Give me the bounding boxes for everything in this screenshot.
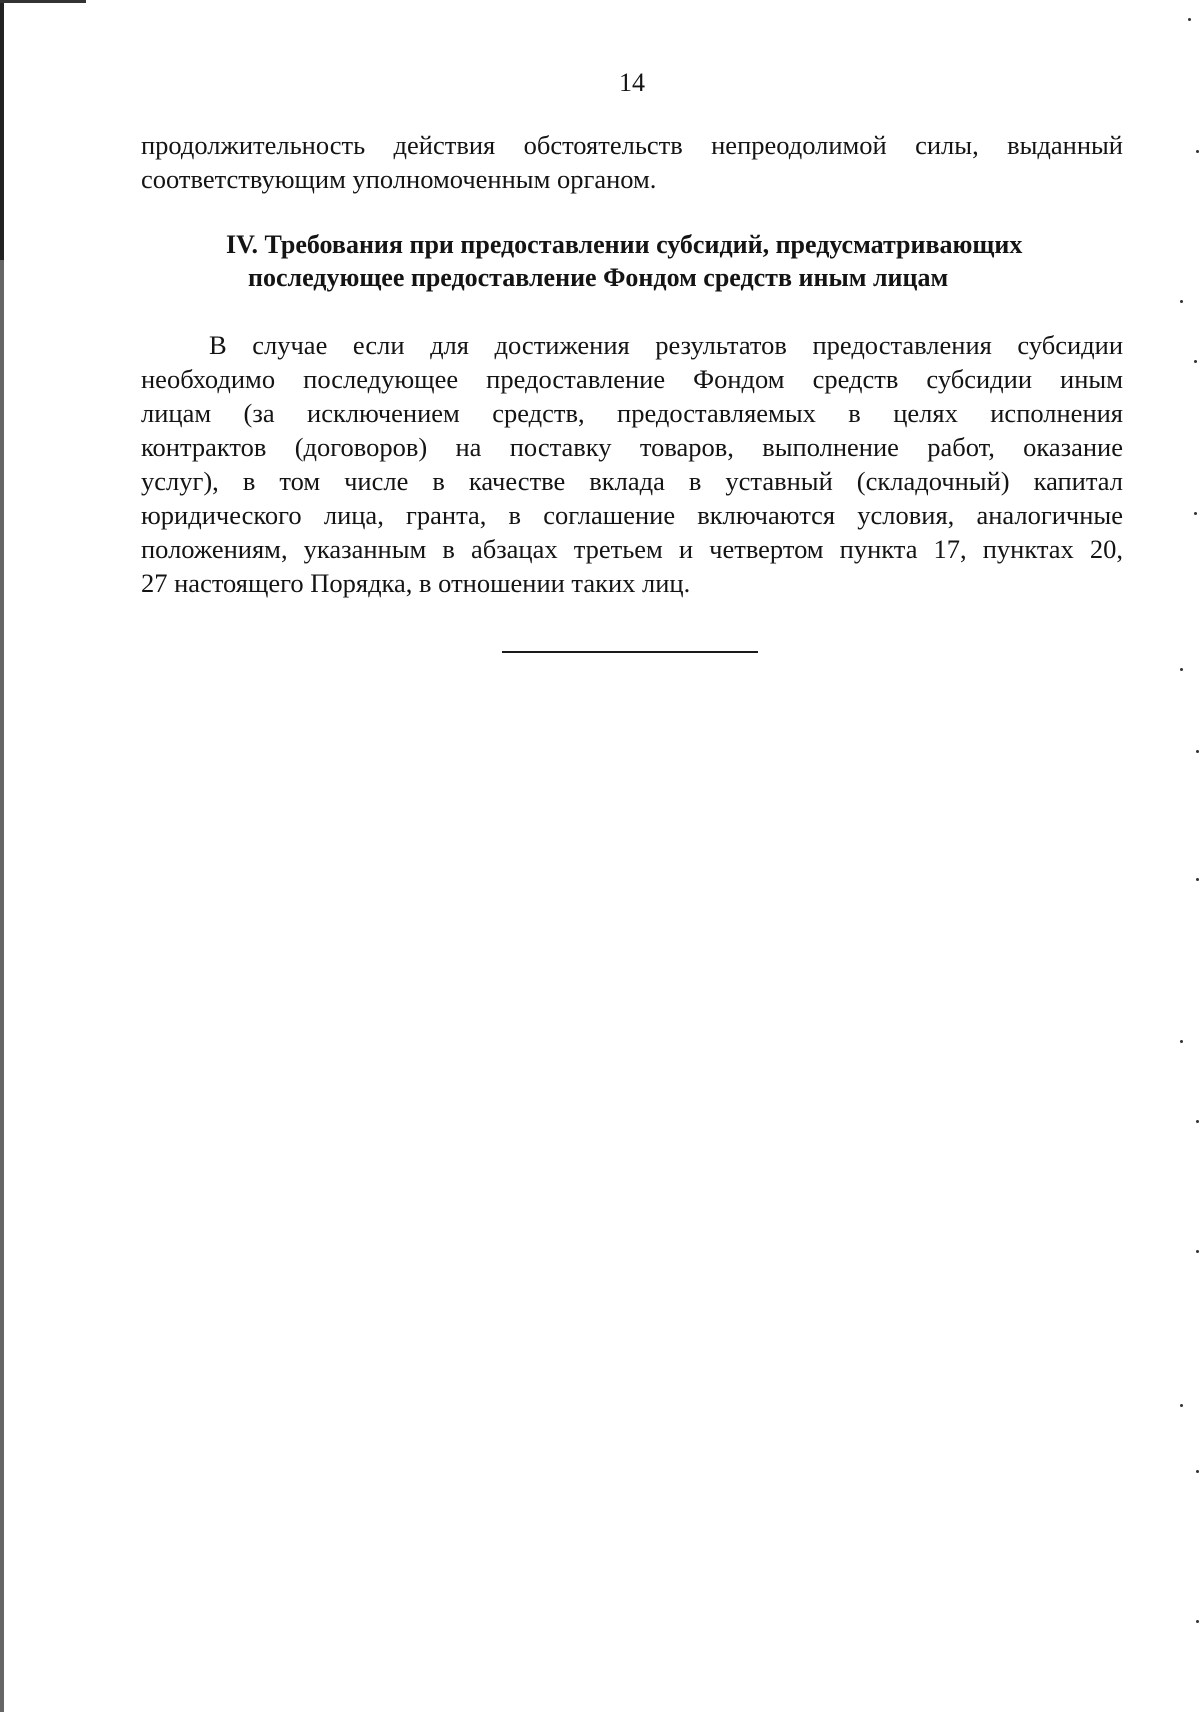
paragraph-line: В случае если для достижения результатов предоставления субсидии [209,330,1123,360]
scan-speck [1194,360,1197,363]
scan-speck [1196,1620,1199,1623]
scan-speck [1188,18,1191,21]
scan-edge-left [0,0,4,1712]
section-heading [141,228,1123,294]
end-of-text-rule [502,651,758,653]
scan-speck [1180,1404,1183,1407]
scan-speck [1180,668,1183,671]
scan-speck [1196,1120,1199,1123]
scan-edge-top [0,0,86,3]
paragraph-line: лицам (за исключением средств, предоставляемых в целях исполнения [141,398,1123,428]
page-number: 14 [619,68,645,97]
paragraph-line: соответствующим уполномоченным органом. [141,164,657,194]
paragraph-body [141,328,1123,600]
scan-speck [1196,1250,1199,1253]
scan-speck [1180,1040,1183,1043]
scan-speck [1194,512,1197,515]
scan-speck [1196,750,1199,753]
paragraph-line: положениям, указанным в абзацах третьем и четвертом пункта 17, пунктах 20, [141,534,1123,564]
paragraph-continuation [141,128,1123,196]
scan-speck [1196,150,1199,153]
scan-speck [1180,300,1183,303]
section-heading-line: IV. Требования при предоставлении субсидий, предусматривающих [226,230,1023,259]
paragraph-line: продолжительность действия обстоятельств непреодолимой силы, выданный [141,130,1123,160]
paragraph-line: контрактов (договоров) на поставку товаров, выполнение работ, оказание [141,432,1123,462]
paragraph-line: услуг), в том числе в качестве вклада в уставный (складочный) капитал [141,466,1123,496]
paragraph-line: юридического лица, гранта, в соглашение включаются условия, аналогичные [141,500,1123,530]
section-heading-line: последующее предоставление Фондом средств иным лицам [248,263,949,292]
paragraph-line: необходимо последующее предоставление Фондом средств субсидии иным [141,364,1123,394]
paragraph-line: 27 настоящего Порядка, в отношении таких лиц. [141,568,691,598]
scan-speck [1196,1470,1199,1473]
scan-speck [1196,878,1199,881]
